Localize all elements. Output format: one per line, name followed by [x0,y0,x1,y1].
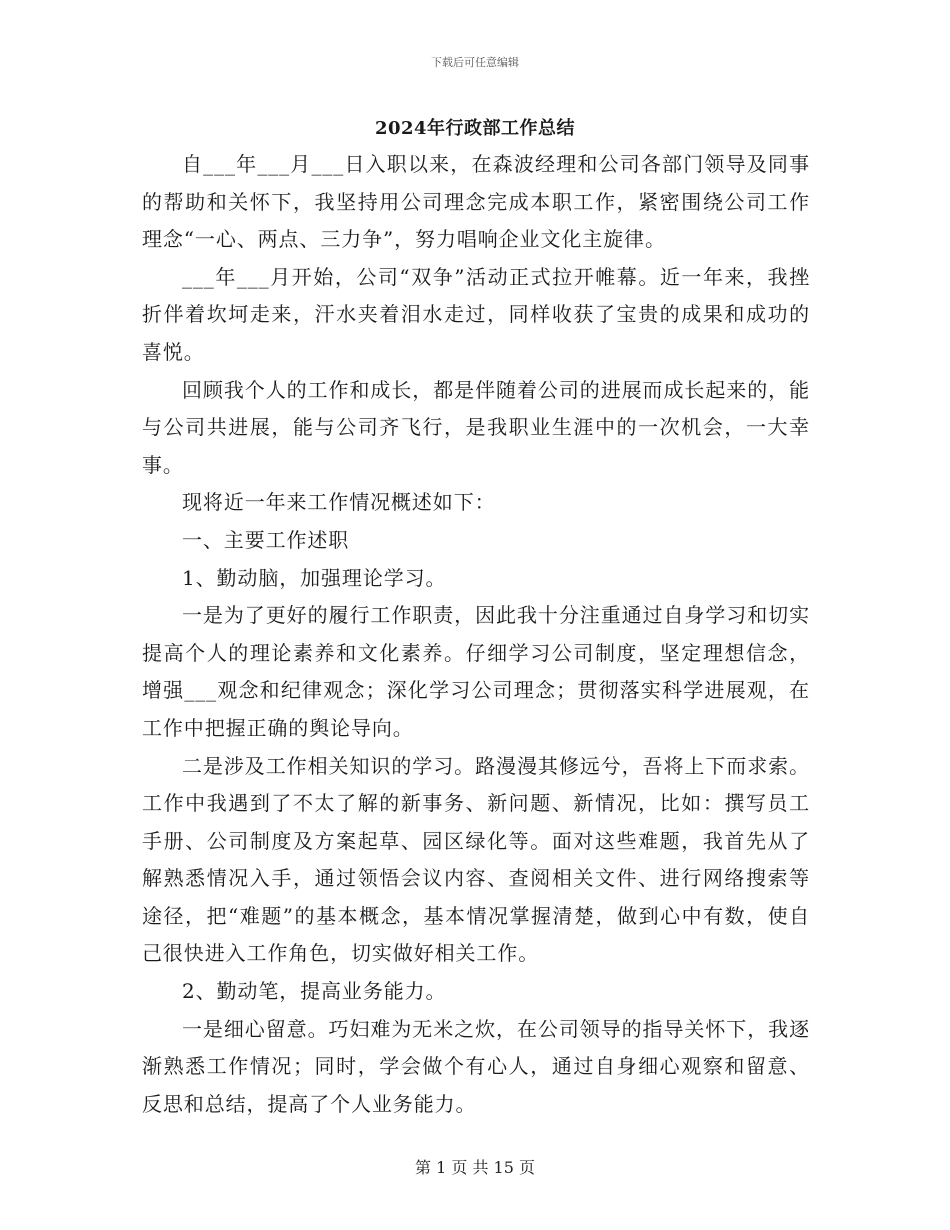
document-title: 2024年行政部工作总结 [374,118,576,139]
paragraph-overview: 现将近一年来工作情况概述如下： [182,490,496,515]
page-number: 第 1 页 共 15 页 [415,1158,535,1177]
section-heading-main-work: 一、主要工作述职 [182,527,350,552]
paragraph-intro: 自___年___月___日入职以来，在森波经理和公司各部门领导及同事的帮助和关怀下，我坚持用公司理念完成本职工作，紧密围绕公司工作理念“一心、两点、三力争”，努力唱响企业文化主旋律。 [142,152,810,252]
paragraph-review: 回顾我个人的工作和成长，都是伴随着公司的进展而成长起来的，能与公司共进展，能与公司齐飞行，是我职业生涯中的一次机会，一大幸事。 [142,377,810,477]
document-body [142,146,810,1123]
paragraph-careful-attention: 一是细心留意。巧妇难为无米之炊，在公司领导的指导关怀下，我逐渐熟悉工作情况；同时，学会做个有心人，通过自身细心观察和留意、反思和总结，提高了个人业务能力。 [142,1016,810,1116]
subsection-heading-2: 2、勤动笔，提高业务能力。 [182,979,447,1004]
paragraph-theory-study: 一是为了更好的履行工作职责，因此我十分注重通过自身学习和切实提高个人的理论素养和文化素养。仔细学习公司制度，坚定理想信念，增强___观念和纪律观念；深化学习公司理念；贯彻落实科学进展观，在工作中把握正确的舆论导向。 [142,603,810,740]
page-header-note: 下载后可任意编辑 [431,56,519,69]
paragraph-activity: ___年___月开始，公司“双争”活动正式拉开帷幕。近一年来，我挫折伴着坎坷走来，汗水夹着泪水走过，同样收获了宝贵的成果和成功的喜悦。 [142,264,810,364]
paragraph-knowledge-study: 二是涉及工作相关知识的学习。路漫漫其修远兮，吾将上下而求索。工作中我遇到了不太了解的新事务、新问题、新情况，比如：撰写员工手册、公司制度及方案起草、园区绿化等。面对这些难题，我首先从了解熟悉情况入手，通过领悟会议内容、查阅相关文件、进行网络搜索等途径，把“难题”的基本概念，基本情况掌握清楚，做到心中有数，使自己很快进入工作角色，切实做好相关工作。 [142,753,810,966]
subsection-heading-1: 1、勤动脑，加强理论学习。 [182,565,447,590]
